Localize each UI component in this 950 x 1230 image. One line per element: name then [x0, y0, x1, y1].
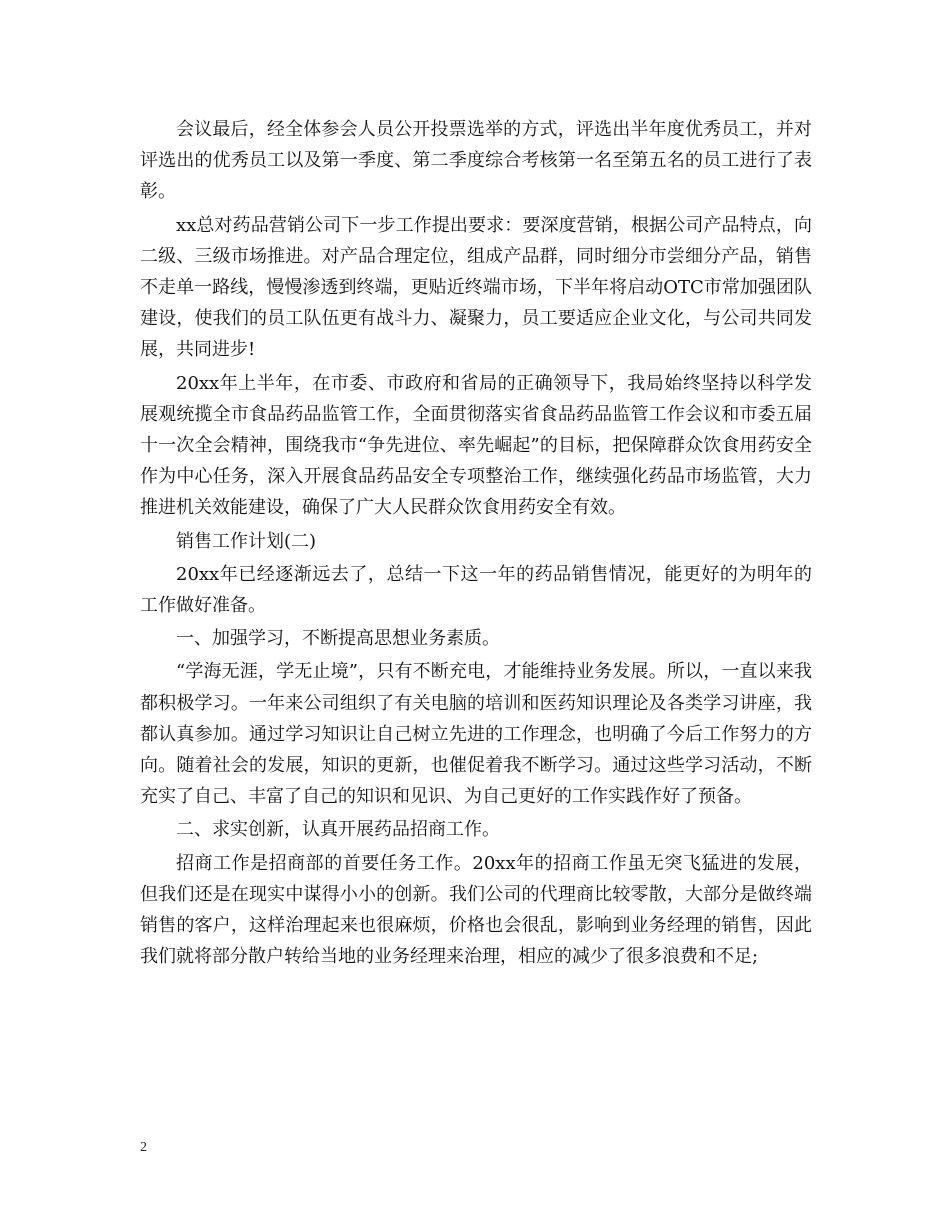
section-heading: 一、加强学习，不断提高思想业务素质。: [176, 628, 500, 650]
section-heading: 销售工作计划(二): [176, 530, 317, 552]
page-number: 2: [140, 1140, 147, 1155]
document-body: [140, 114, 812, 972]
paragraph: 会议最后，经全体参会人员公开投票选举的方式，评选出半年度优秀员工，并对评选出的优秀员工以及第一季度、第二季度综合考核第一名至第五名的员工进行了表彰。: [140, 119, 812, 203]
paragraph: 20xx年已经逐渐远去了，总结一下这一年的药品销售情况，能更好的为明年的工作做好准备。: [140, 563, 812, 617]
paragraph: 招商工作是招商部的首要任务工作。20xx年的招商工作虽无突飞猛进的发展，但我们还是在现实中谋得小小的创新。我们公司的代理商比较零散，大部分是做终端销售的客户，这样治理起来也很麻烦，价格也会很乱，影响到业务经理的销售，因此我们就将部分散户转给当地的业务经理来治理，相应的减少了很多浪费和不足;: [140, 852, 812, 968]
paragraph: “学海无涯，学无止境”，只有不断充电，才能维持业务发展。所以，一直以来我都积极学习。一年来公司组织了有关电脑的培训和医药知识理论及各类学习讲座，我都认真参加。通过学习知识让自己树立先进的工作理念，也明确了今后工作努力的方向。随着社会的发展，知识的更新，也催促着我不断学习。通过这些学习活动，不断充实了自己、丰富了自己的知识和见识、为自己更好的工作实践作好了预备。: [140, 661, 812, 808]
paragraph: 20xx年上半年，在市委、市政府和省局的正确领导下，我局始终坚持以科学发展观统揽全市食品药品监管工作，全面贯彻落实省食品药品监管工作会议和市委五届十一次全会精神，围绕我市“争先进位、率先崛起”的目标，把保障群众饮食用药安全作为中心任务，深入开展食品药品安全专项整治工作，继续强化药品市场监管，大力推进机关效能建设，确保了广大人民群众饮食用药安全有效。: [140, 372, 812, 519]
paragraph: xx总对药品营销公司下一步工作提出要求：要深度营销，根据公司产品特点，向二级、三级市场推进。对产品合理定位，组成产品群，同时细分市尝细分产品，销售不走单一路线，慢慢渗透到终端，更贴近终端市场，下半年将启动OTC市常加强团队建设，使我们的员工队伍更有战斗力、凝聚力，员工要适应企业文化，与公司共同发展，共同进步!: [140, 214, 812, 361]
section-heading: 二、求实创新，认真开展药品招商工作。: [176, 819, 500, 841]
